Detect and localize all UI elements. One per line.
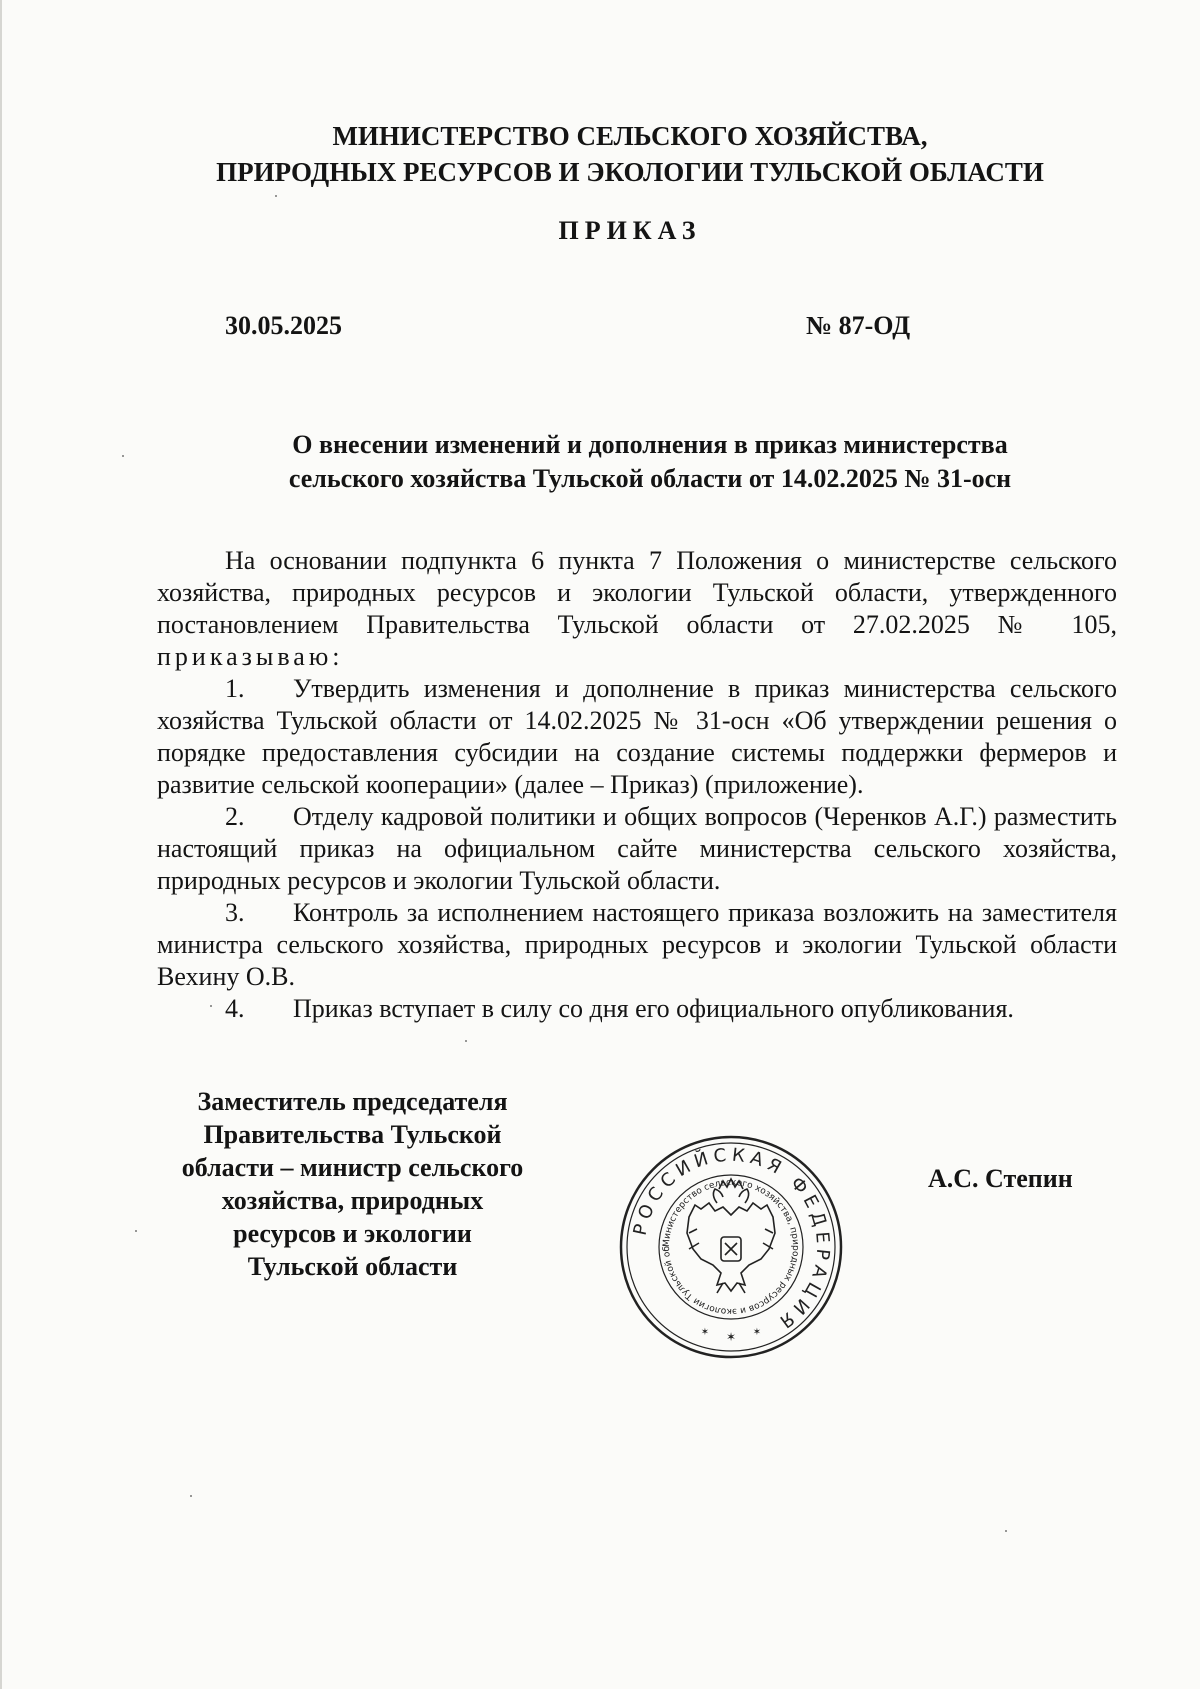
list-item-number: 3. [225,898,245,927]
ministry-header [140,118,1120,190]
list-item [157,993,1117,1025]
document-number: № 87-ОД [806,311,911,340]
list-item-text: Приказ вступает в силу со дня его официального опубликования. [293,994,1014,1023]
list-item-number: 4. [225,994,245,1023]
signer-position-line: области – министр сельского [181,1153,524,1182]
signer-position [160,1085,545,1283]
scan-speck [1005,1530,1007,1532]
signer-name: А.С. Степин [928,1164,1073,1193]
seal-star-icon: ✶ [700,1327,710,1338]
order-word: приказываю: [157,642,344,671]
seal-outer-textpath: РОССИЙСКАЯ ФЕДЕРАЦИЯ [629,1144,834,1335]
ministry-header-line2: ПРИРОДНЫХ РЕСУРСОВ И ЭКОЛОГИИ ТУЛЬСКОЙ ОБЛАСТИ [216,157,1044,187]
document-body [157,545,1117,1025]
list-item-number: 1. [225,674,245,703]
document-date: 30.05.2025 [225,311,342,340]
document-title [190,428,1110,496]
intro-text: На основании подпункта 6 пункта 7 Положения о министерстве сельского хозяйства, природных ресурсов и экологии Тульской области, утвержденного постановлением Правительства Тульской области от 27.02.2025 № 105, [157,546,1117,639]
scan-edge [0,0,2,1689]
seal-star-icon: ✶ [752,1327,762,1338]
signer-position-line: ресурсов и экологии [233,1219,472,1248]
scan-speck [135,1230,137,1232]
document-type-label: ПРИКАЗ [558,216,702,245]
seal-star-icon: ✶ [725,1330,737,1344]
document-title-line1: О внесении изменений и дополнения в приказ министерства [292,430,1008,459]
list-item [157,673,1117,801]
ministry-header-line1: МИНИСТЕРСТВО СЕЛЬСКОГО ХОЗЯЙСТВА, [332,121,928,151]
signer-position-line: Правительства Тульской [203,1120,502,1149]
list-item-number: 2. [225,802,245,831]
scan-speck [190,1495,192,1497]
document-title-line2: сельского хозяйства Тульской области от 14.02.2025 № 31-осн [288,464,1012,493]
list-item-text: Утвердить изменения и дополнение в приказ министерства сельского хозяйства Тульской области от 14.02.2025 № 31-осн «Об утверждении решения о порядке предоставления субсидии на создание системы поддержки фермеров и развитие сельской кооперации» (далее – Приказ) (приложение). [157,674,1117,799]
list-item-text: Отделу кадровой политики и общих вопросов (Черенков А.Г.) разместить настоящий приказ на официальном сайте министерства сельского хозяйства, природных ресурсов и экологии Тульской области. [157,802,1117,895]
signer-position-line: хозяйства, природных [221,1186,484,1215]
list-item-text: Контроль за исполнением настоящего приказа возложить на заместителя министра сельского хозяйства, природных ресурсов и экологии Тульской области Вехину О.В. [157,898,1117,991]
document-type [440,216,820,246]
intro-paragraph [157,545,1117,673]
scan-speck [275,195,277,197]
scan-speck [122,455,124,457]
official-seal [617,1133,845,1361]
list-item [157,801,1117,897]
seal-graphic [617,1133,845,1361]
signer-position-line: Заместитель председателя [197,1087,508,1116]
list-item [157,897,1117,993]
signer-position-line: Тульской области [247,1252,458,1281]
seal-inner-textpath: Министерство сельского хозяйства, природных ресурсов и экологии Тульской об [661,1177,801,1317]
scan-speck [465,1040,467,1042]
